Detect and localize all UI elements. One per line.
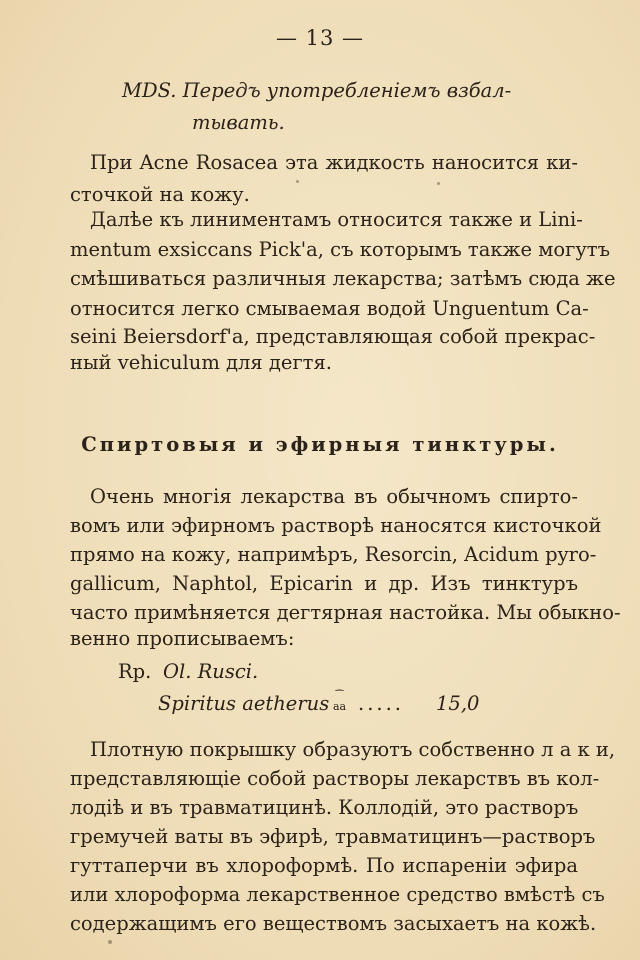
paper-speck [296,180,299,183]
para4-line-2: представляющіе собой растворы лекарствъ въ кол- [70,767,600,790]
para4-line-3: лодіѣ и въ травматицинѣ. Коллодій, это растворъ [70,796,579,819]
para3-line-3: прямо на кожу, напримѣръ, Resorcin, Acidum pyro- [70,543,597,566]
recipe-quantity: 15,0 [436,692,480,715]
paper-speck [437,182,440,185]
para4-line-1: Плотную покрышку образуютъ собственно л а к и, [90,738,616,761]
para4-line-6: или хлороформа лекарственное средство вмѣстѣ съ [70,883,605,906]
para2-line-4: относится легко смываемая водой Unguentum Ca- [70,297,589,320]
para2-line-3: смѣшиваться различныя лекарства; затѣмъ сюда же [70,267,616,290]
para3-line-1: Очень многія лекарства въ обычномъ спирто- [90,485,578,508]
instruction-line-2: тывать. [192,111,285,134]
para1-line-1: При Acne Rosacea эта жидкость наносится ки- [90,151,578,174]
instruction-line-1: MDS. Передъ употребленіемъ взбал- [122,79,512,102]
section-heading: Спиртовыя и эфирныя тинктуры. [81,433,559,456]
paper-speck [108,940,112,944]
recipe-ingredient-1: Ol. Rusci. [163,660,259,683]
para4-line-7: содержащимъ его веществомъ засыхаетъ на кожѣ. [70,912,597,935]
recipe-dots: ..... [358,692,404,715]
para4-line-4: гремучей ваты въ эфирѣ, травматицинъ—растворъ [70,825,596,848]
para3-line-4: gallicum, Naphtol, Epicarin и др. Изъ тинктуръ [70,572,578,595]
para2-line-2: mentum exsiccans Pick'a, съ которымъ также могутъ [70,238,610,261]
para2-line-5: seini Beiersdorf'a, представляющая собой прекрас- [70,325,596,348]
para1-line-2: сточкой на кожу. [70,183,250,206]
para3-line-5: часто примѣняется дегтярная настойка. Мы обыкно- [70,601,621,624]
para4-line-5: гуттаперчи въ хлороформѣ. По испареніи эфира [70,854,578,877]
recipe-aa-mark: ⁀ aa [333,691,347,713]
para2-line-6: ный vehiculum для дегтя. [70,351,332,374]
para2-line-1: Далѣе къ линиментамъ относится также и Lini- [90,208,583,231]
recipe-rp: Rp. [118,660,152,683]
para3-line-6: венно прописываемъ: [70,627,295,650]
page-number: — 13 — [275,26,365,50]
recipe-ingredient-2: Spiritus aetherus [158,692,330,715]
para3-line-2: вомъ или эфирномъ растворѣ наносятся кисточкой [70,514,602,537]
